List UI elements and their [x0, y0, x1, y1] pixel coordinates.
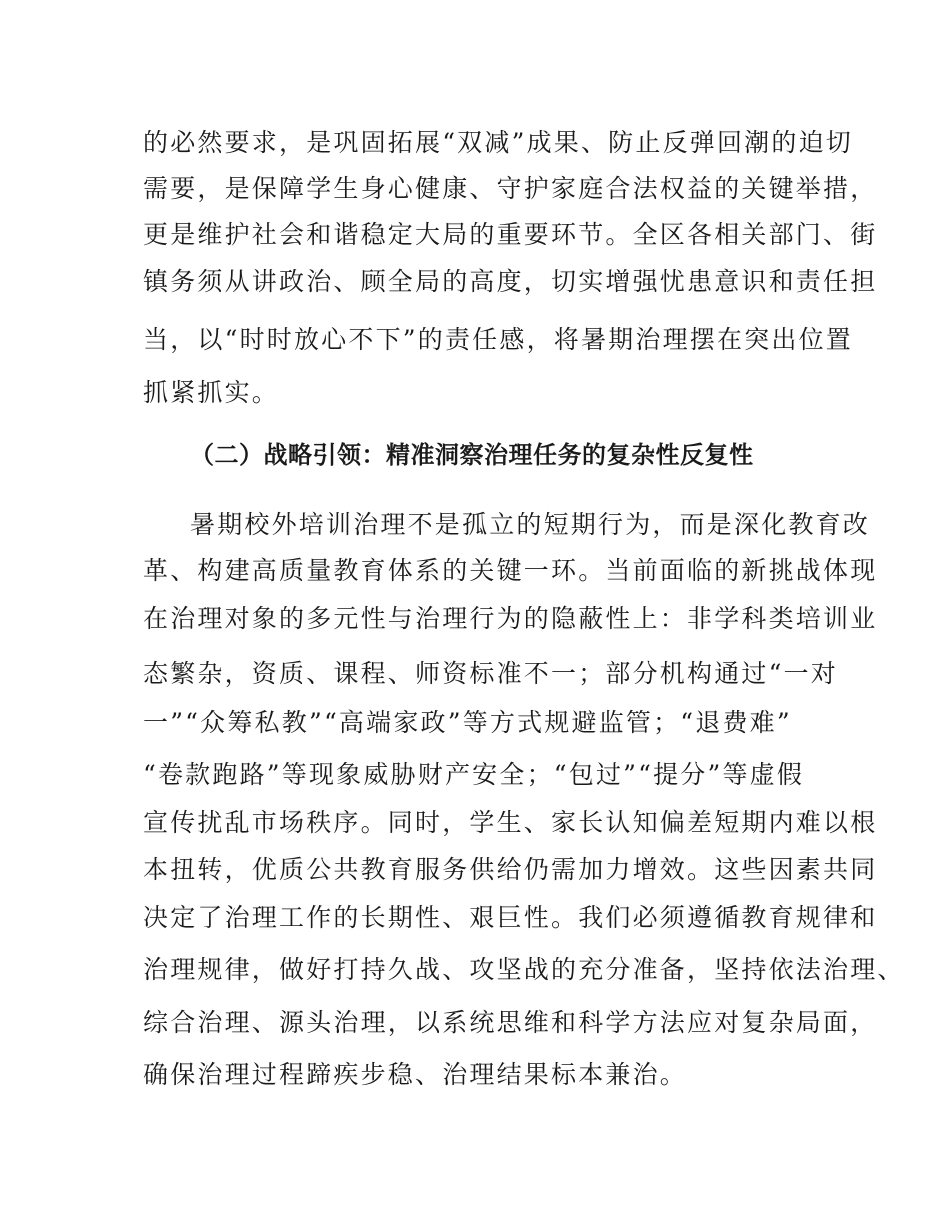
- paragraph-2-line-8: 本扭转，优质公共教育服务供给仍需加力增效。这些因素共同: [143, 855, 878, 884]
- paragraph-1-line-5: 当，以“时时放心不下”的责任感，将暑期治理摆在突出位置: [143, 325, 853, 354]
- paragraph-2-line-9: 决定了治理工作的长期性、艰巨性。我们必须遵循教育规律和: [143, 903, 878, 932]
- paragraph-2-line-2: 革、构建高质量教育体系的关键一环。当前面临的新挑战体现: [143, 556, 878, 585]
- section-heading: （二）战略引领：精准洞察治理任务的复杂性反复性: [190, 441, 754, 469]
- paragraph-1-line-2: 需要，是保障学生身心健康、守护家庭合法权益的关键举措，: [143, 174, 878, 203]
- paragraph-2-line-4: 态繁杂，资质、课程、师资标准不一；部分机构通过“一对: [143, 659, 838, 688]
- paragraph-1-line-4: 镇务须从讲政治、顾全局的高度，切实增强忧患意识和责任担: [143, 267, 878, 296]
- paragraph-2-line-3: 在治理对象的多元性与治理行为的隐蔽性上：非学科类培训业: [143, 604, 878, 633]
- paragraph-1-line-1: 的必然要求，是巩固拓展“双减”成果、防止反弹回潮的迫切: [143, 128, 853, 157]
- paragraph-2-line-7: 宣传扰乱市场秩序。同时，学生、家长认知偏差短期内难以根: [143, 808, 878, 837]
- paragraph-2-line-10: 治理规律，做好打持久战、攻坚战的充分准备，坚持依法治理、: [143, 955, 905, 984]
- paragraph-2-line-5: 一”“众筹私教”“高端家政”等方式规避监管；“退费难”: [143, 708, 792, 737]
- paragraph-2-line-1: 暑期校外培训治理不是孤立的短期行为，而是深化教育改: [190, 510, 871, 539]
- paragraph-2-line-12: 确保治理过程蹄疾步稳、治理结果标本兼治。: [143, 1060, 688, 1089]
- paragraph-1-line-3: 更是维护社会和谐稳定大局的重要环节。全区各相关部门、街: [143, 220, 878, 249]
- paragraph-2-line-6: “卷款跑路”等现象威胁财产安全；“包过”“提分”等虚假: [143, 760, 805, 789]
- paragraph-1-line-6: 抓紧抓实。: [143, 378, 280, 407]
- paragraph-2-line-11: 综合治理、源头治理，以系统思维和科学方法应对复杂局面，: [143, 1008, 878, 1037]
